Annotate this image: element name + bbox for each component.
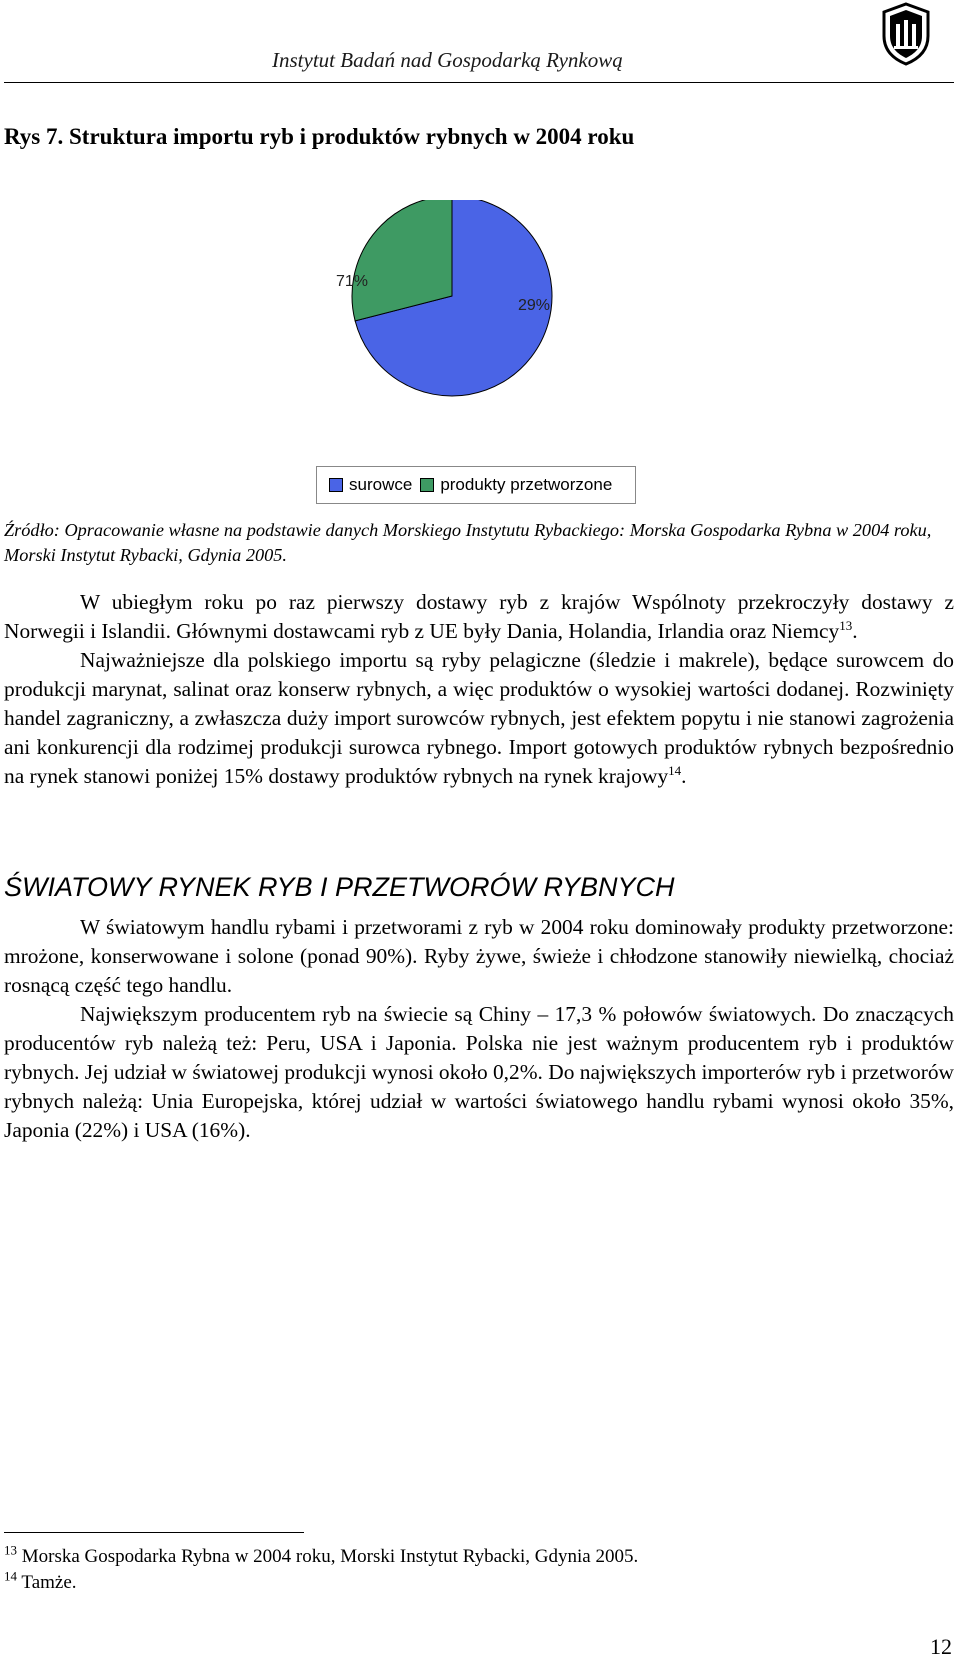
legend-swatch-surowce <box>329 478 343 492</box>
figure-source: Źródło: Opracowanie własne na podstawie danych Morskiego Instytutu Rybackiego: Morska Gospodarka Rybna w 2004 roku, Morski Instytut Rybacki, Gdynia 2005. <box>4 520 932 565</box>
legend-item-produkty <box>420 475 612 495</box>
footnote-14 <box>4 1570 638 1596</box>
pie-label-1: 29% <box>517 297 551 314</box>
pie-label-0: 71% <box>335 273 369 290</box>
p3-text: W światowym handlu rybami i przetworami z ryb w 2004 roku dominowały produkty przetworzone: mrożone, konserwowane i solone (ponad 90%). Ryby żywe, świeże i chłodzone stanowiły niewielką, chociaż rosnącą część tego handlu. <box>4 915 954 997</box>
figure-title: Rys 7. Struktura importu ryb i produktów rybnych w 2004 roku <box>4 124 635 149</box>
footnote-ref-13[interactable]: 13 <box>839 617 853 633</box>
legend-label-produkty: produkty przetworzone <box>440 475 613 494</box>
paragraph-2 <box>4 913 954 1145</box>
page-number: 12 <box>930 1634 952 1659</box>
p2-end: . <box>681 764 687 788</box>
footnote-13 <box>4 1544 638 1570</box>
footnote-text-14: Tamże. <box>21 1572 77 1593</box>
footnote-num-13: 13 <box>4 1542 17 1558</box>
section-heading: ŚWIATOWY RYNEK RYB I PRZETWORÓW RYBNYCH <box>4 872 675 902</box>
paragraph-1 <box>4 588 954 791</box>
institute-logo-icon <box>880 2 932 66</box>
p4-text: Największym producentem ryb na świecie są Chiny – 17,3 % połowów światowych. Do znaczących producentów ryb należą też: Peru, USA i Japonia. Polska nie jest ważnym producentem ryb i produktów rybnych. Jej udział w światowej produkcji wynosi około 0,2%. Do największych importerów ryb i przetworów rybnych należą: Unia Europejska, której udział w wartości światowego handlu rybami wynosi około 35%, Japonia (22%) i USA (16%). <box>4 1002 954 1142</box>
footnote-text-13: Morska Gospodarka Rybna w 2004 roku, Morski Instytut Rybacki, Gdynia 2005. <box>21 1546 639 1567</box>
footnote-ref-14[interactable]: 14 <box>668 762 682 778</box>
header-divider <box>4 82 954 83</box>
p1-text: W ubiegłym roku po raz pierwszy dostawy ryb z krajów Wspólnoty przekroczyły dostawy z Norwegii i Islandii. Głównymi dostawcami ryb z UE były Dania, Holandia, Irlandia oraz Niemcy <box>4 590 954 643</box>
p1-end: . <box>852 619 858 643</box>
footnote-divider <box>4 1532 304 1533</box>
header-institute-name: Instytut Badań nad Gospodarką Rynkową <box>272 48 623 72</box>
footnote-num-14: 14 <box>4 1568 17 1584</box>
p2-text: Najważniejsze dla polskiego importu są ryby pelagiczne (śledzie i makrele), będące surowcem do produkcji marynat, salinat oraz konserw rybnych, a więc produktów o wysokiej wartości dodanej. Rozwinięty handel zagraniczny, a zwłaszcza duży import surowców rybnych, jest efektem popytu i nie stanowi zagrożenia ani konkurencji dla rodzimej produkcji surowca rybnego. Import gotowych produktów rybnych bezpośrednio na rynek stanowi poniżej 15% dostawy produktów rybnych na rynek krajowy <box>4 648 954 788</box>
legend-swatch-produkty <box>420 478 434 492</box>
legend-item-surowce <box>329 475 412 495</box>
chart-legend <box>316 466 636 504</box>
footnotes <box>4 1544 638 1596</box>
legend-label-surowce: surowce <box>349 475 413 494</box>
